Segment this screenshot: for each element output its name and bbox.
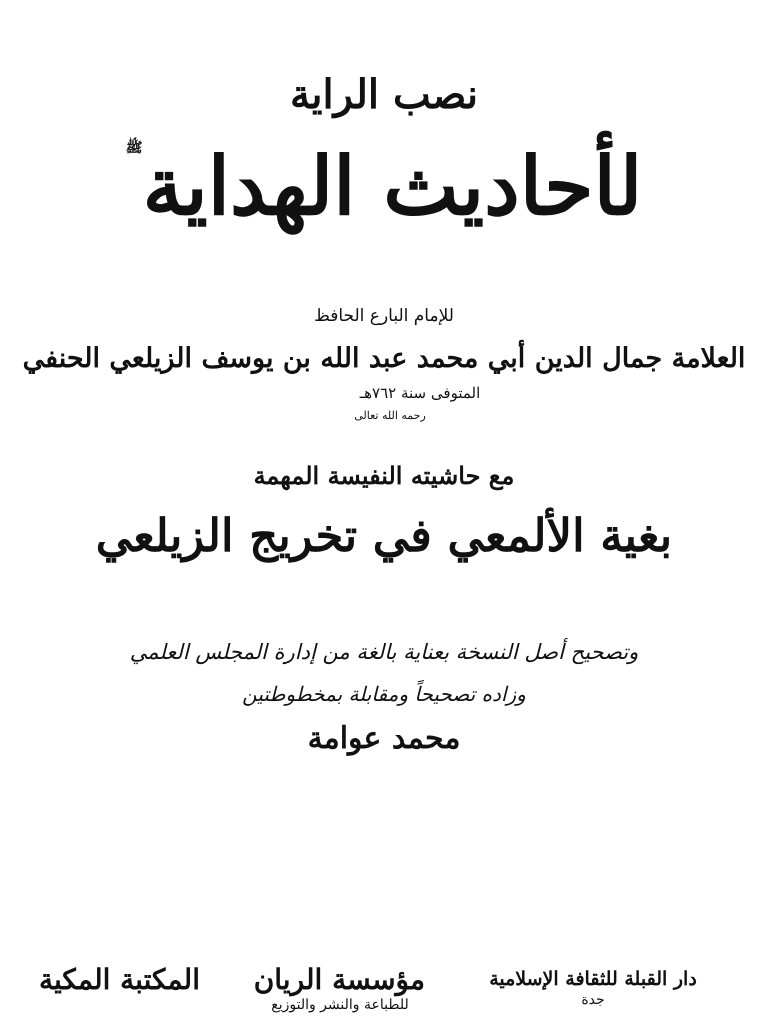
publisher-dar-alqibla [458, 968, 728, 1009]
publisher-maktaba-makkiya [38, 962, 200, 997]
honorific-mark: ﷺ [125, 140, 143, 156]
prayer-note: رحمه الله تعالى [354, 409, 426, 422]
book-supertitle: نصب الراية [289, 71, 479, 118]
publisher-name: مؤسسة الريان [253, 963, 425, 996]
death-date: المتوفى سنة ٧٦٢هـ [359, 384, 481, 402]
author-name: العلامة جمال الدين أبي محمد عبد الله بن يوسف الزيلعي الحنفي [22, 343, 746, 374]
publisher-name: دار القبلة للثقافة الإسلامية [489, 968, 697, 990]
main-title-text: لأحاديث الهداية [142, 139, 643, 233]
gloss-title: بغية الألمعي في تخريج الزيلعي [95, 509, 673, 562]
editor-name: محمد عوامة [307, 721, 461, 756]
publisher-city: جدة [581, 991, 605, 1008]
editorial-line-2: وزاده تصحيحاً ومقابلة بمخطوطتين [242, 682, 526, 706]
publisher-name: المكتبة المكية [38, 963, 200, 996]
publisher-tagline: للطباعة والنشر والتوزيع [271, 997, 409, 1013]
publisher-alrayyan [255, 962, 425, 1015]
gloss-intro: مع حاشيته النفيسة المهمة [253, 461, 515, 490]
author-intro: للإمام البارع الحافظ [314, 306, 454, 326]
book-main-title [0, 140, 768, 232]
editorial-line-1: وتصحيح أصل النسخة بعناية بالغة من إدارة المجلس العلمي [129, 640, 639, 664]
